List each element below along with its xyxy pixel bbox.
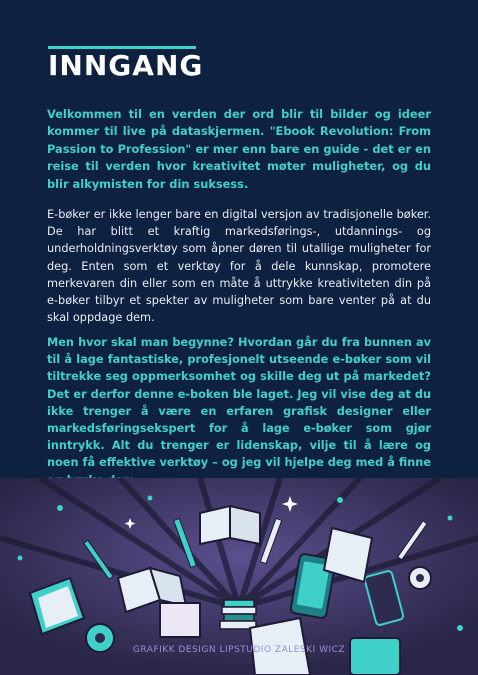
intro-paragraph: Velkommen til en verden der ord blir til bilder og ideer kommer til live på dataskjermen. "Ebook Revolution: From Passion to Profession" er mer enn bare en guide - det er en reise til verden hvor kreativitet møter muligheter, og du blir alkymisten for din suksess. [47, 107, 431, 191]
book-icon [160, 603, 200, 637]
tablet-icon [350, 638, 400, 675]
body-paragraph: E-bøker er ikke lenger bare en digital versjon av tradisjonelle bøker. De har blitt et kraftig markedsførings-, utdannings- og underholdningsverktøy som åpner døren til utallige muligheter for deg. Enten som et verktøy for å dele kunnskap, promotere merkevaren din eller som en måte å uttrykke kreativiteten din på e-bøker tilbyr et spekter av muligheter som bare venter på at du skal oppdage dem. [47, 208, 431, 325]
page-title: INNGANG [48, 49, 204, 82]
book-stack-icon [220, 600, 256, 629]
book-icon [200, 506, 260, 544]
graphic-credit: GRAFIKK DESIGN LIPSTUDIO ZALESKI WICZ [132, 645, 346, 655]
question-paragraph: Men hvor skal man begynne? Hvordan går du fra bunnen av til å lage fantastiske, profesjonelt utseende e-bøker som vil tiltrekke seg oppmerksomhet og skille deg ut på markedet? Det er derfor denne e-boken ble laget. Jeg vil vise deg at du ikke trenger å være en erfaren grafisk designer eller markedsføringsekspert for å lage e-bøker som gjør inntrykk. Alt du trenger er lidenskap, vilje til å lære og noen få effektive verktøy – og jeg vil hjelpe deg med å finne [47, 336, 431, 470]
gear-icon [409, 567, 431, 589]
